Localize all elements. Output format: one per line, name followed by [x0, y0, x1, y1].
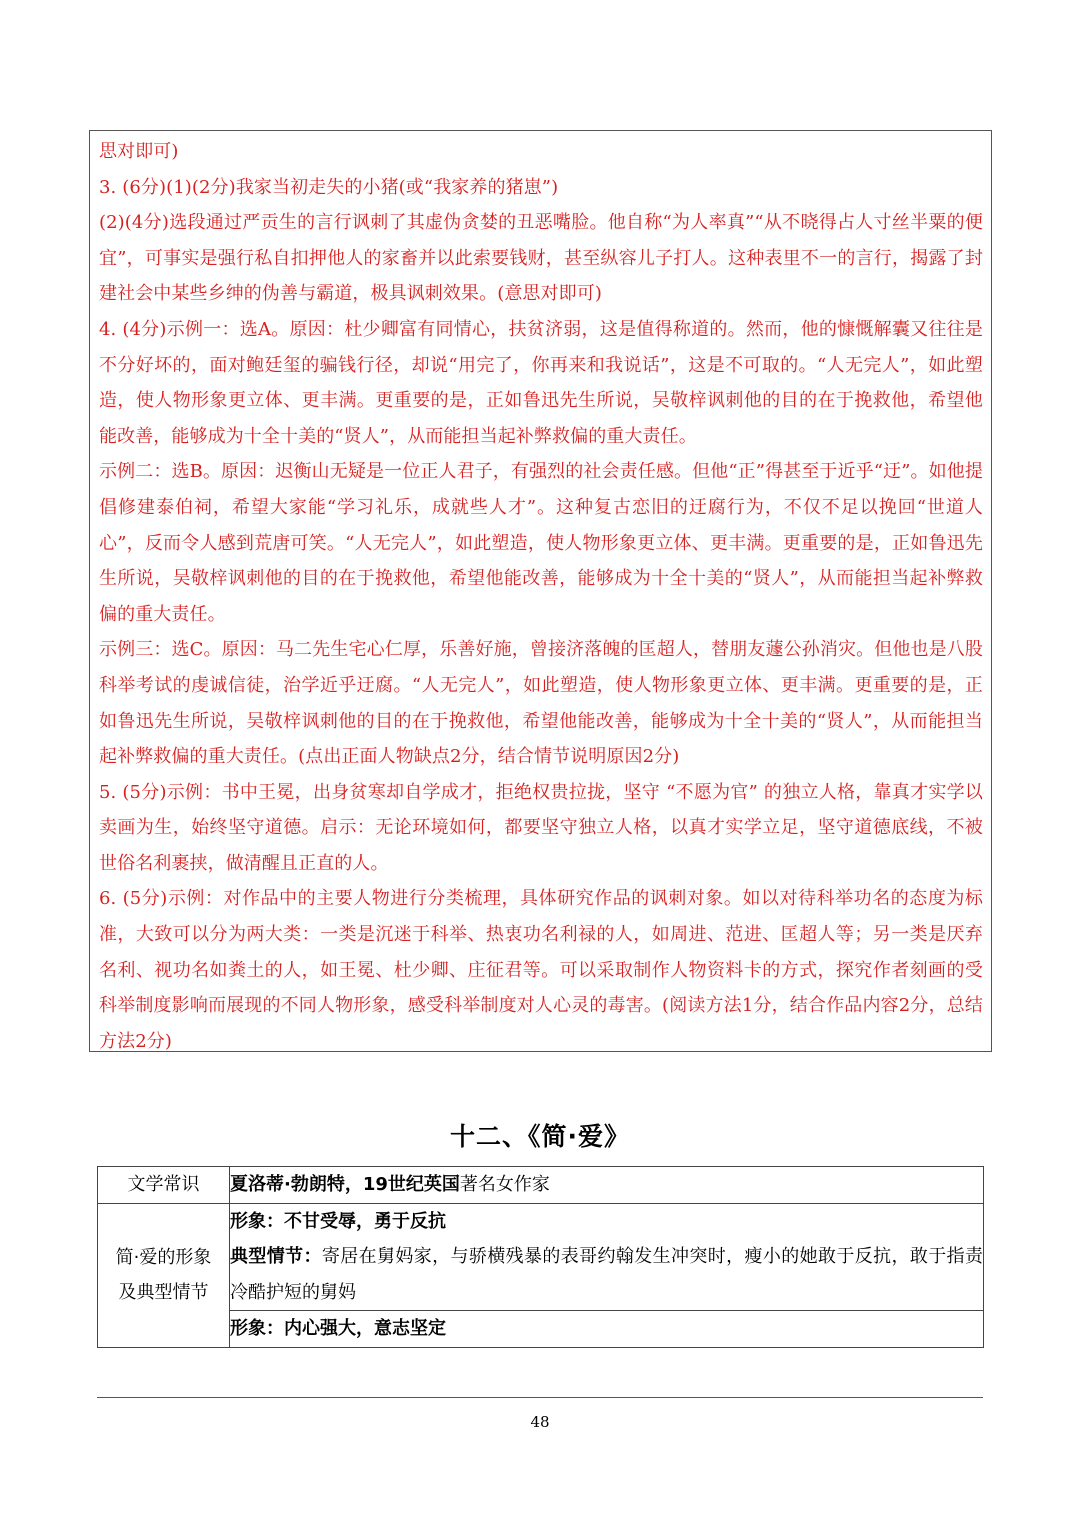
typical-plot [230, 1239, 984, 1311]
row-label-literary-knowledge: 文学常识 [98, 1167, 230, 1204]
answer-paragraph: 示例二：选B。原因：迟衡山无疑是一位正人君子，有强烈的社会责任感。但他“正”得甚至于近乎“迂”。如他提倡修建泰伯祠，希望大家能“学习礼乐，成就些人才”。这种复古恋旧的迂腐行为，不仅不足以挽回“世道人心”，反而令人感到荒唐可笑。“人无完人”，如此塑造，使人物形象更立体、更丰满。更重要的是，正如鲁迅先生所说，吴敬梓讽刺他的目的在于挽救他，希望他能改善，能够成为十全十美的“贤人”，从而能担当起补弊救偏的重大责任。 [99, 461, 983, 625]
table-row [98, 1239, 984, 1311]
table-row [98, 1203, 984, 1239]
answer-paragraph: 6. (5分)示例：对作品中的主要人物进行分类梳理，具体研究作品的讽刺对象。如以对待科举功名的态度为标准，大致可以分为两大类：一类是沉迷于科举、热衷功名利禄的人，如周进、范进、匡超人等；另一类是厌弃名利、视功名如粪土的人，如王冕、杜少卿、庄征君等。可以采取制作人物资料卡的方式，探究作者刻画的受科举制度影响而展现的不同人物形象，感受科举制度对人心灵的毒害。(阅读方法1分，结合作品内容2分，总结方法2分) [99, 888, 983, 1052]
answer-paragraph: 3. (6分)(1)(2分)我家当初走失的小猪(或“我家养的猪崽”) [99, 176, 559, 198]
image-label: 形象：不甘受辱，勇于反抗 [230, 1210, 446, 1232]
table-row [98, 1311, 984, 1348]
page-number: 48 [530, 1413, 550, 1431]
answer-paragraph: 4. (4分)示例一：选A。原因：杜少卿富有同情心，扶贫济弱，这是值得称道的。然而，他的慷慨解囊又往往是不分好坏的，面对鲍廷玺的骗钱行径，却说“用完了，你再来和我说话”，这是不可取的。“人无完人”，如此塑造，使人物形象更立体、更丰满。更重要的是，正如鲁迅先生所说，吴敬梓讽刺他的目的在于挽救他，希望他能改善，能够成为十全十美的“贤人”，从而能担当起补弊救偏的重大责任。 [99, 318, 983, 447]
footer-divider [97, 1397, 983, 1398]
answer-paragraph: (2)(4分)选段通过严贡生的言行讽刺了其虚伪贪婪的丑恶嘴脸。他自称“为人率真”“从不晓得占人寸丝半粟的便宜”，可事实是强行私自扣押他人的家畜并以此索要钱财，甚至纵容儿子打人。这种表里不一的言行，揭露了封建社会中某些乡绅的伪善与霸道，极具讽刺效果。(意思对即可) [99, 212, 983, 305]
knowledge-table [97, 1166, 984, 1348]
table-row [98, 1167, 984, 1204]
author-info [230, 1167, 984, 1204]
row-label-character: 简·爱的形象及典型情节 [98, 1203, 230, 1347]
answer-paragraph: 示例三：选C。原因：马二先生宅心仁厚，乐善好施，曾接济落魄的匡超人，替朋友蘧公孙消灾。但他也是八股科举考试的虔诚信徒，治学近乎迂腐。“人无完人”，如此塑造，使人物形象更立体、更丰满。更重要的是，正如鲁迅先生所说，吴敬梓讽刺他的目的在于挽救他，希望他能改善，能够成为十全十美的“贤人”，从而能担当起补弊救偏的重大责任。(点出正面人物缺点2分，结合情节说明原因2分) [99, 639, 983, 768]
answer-paragraph: 5. (5分)示例：书中王冕，出身贫寒却自学成才，拒绝权贵拉拢，坚守 “不愿为官” 的独立人格，靠真才实学以卖画为生，始终坚守道德。启示：无论环境如何，都要坚守独立人格，以真才实学立足，坚守道德底线，不被世俗名利裹挟，做清醒且正直的人。 [99, 781, 983, 874]
author-desc: 著名女作家 [459, 1174, 550, 1195]
image-label: 形象：内心强大，意志坚定 [230, 1318, 446, 1339]
answer-box [89, 130, 992, 1052]
plot-text: 寄居在舅妈家，与骄横残暴的表哥约翰发生冲突时，瘦小的她敢于反抗，敢于指责冷酷护短的舅妈 [230, 1246, 983, 1303]
section-title: 十二、《简·爱》 [450, 1122, 630, 1151]
character-image-1 [230, 1203, 984, 1239]
author-name: 夏洛蒂·勃朗特，19世纪英国 [230, 1174, 460, 1195]
answer-paragraph: 思对即可) [99, 141, 179, 162]
plot-label: 典型情节： [230, 1246, 322, 1267]
character-image-2 [230, 1311, 984, 1348]
